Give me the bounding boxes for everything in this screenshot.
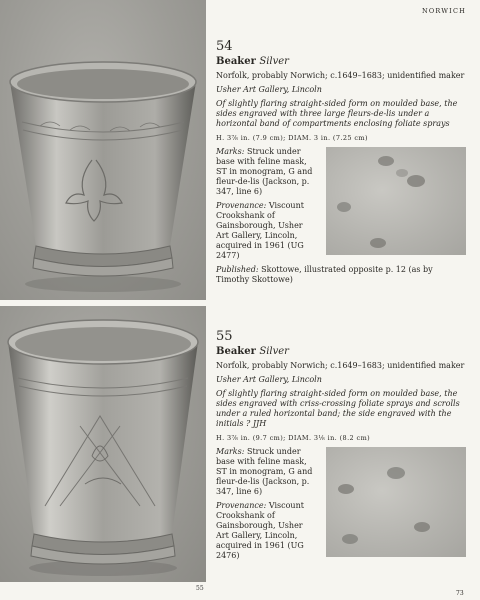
marks-block: [216, 147, 468, 261]
dimensions: H. 3⅞ in. (7.9 cm); DIAM. 3 in. (7.25 cm): [216, 134, 368, 142]
description: Of slightly flaring straight-sided form on moulded base, the sides engraved with three large fleurs-de-lis under a horizontal band of compartments enclosing foliate sprays: [216, 99, 458, 128]
material: Silver: [259, 56, 289, 67]
figure-number-55: 55: [196, 585, 204, 592]
marks-text: [216, 147, 316, 261]
object-type: Beaker: [216, 56, 256, 67]
marks-label: Marks:: [216, 147, 245, 156]
origin: Norfolk, probably Norwich; c.1649–1683; unidentified maker: [216, 71, 465, 80]
description: Of slightly flaring straight-sided form on moulded base, the sides engraved with criss-crossing foliate sprays and scrolls under a ruled horizontal band; the side engraved with the initials ? JJH: [216, 389, 460, 428]
hallmarks-image: [326, 147, 466, 255]
catalogue-entry-54: [216, 40, 468, 289]
beaker-54-image: [0, 0, 206, 300]
marks-photo-55: [326, 447, 466, 557]
provenance-label: Provenance:: [216, 201, 267, 210]
object-type: Beaker: [216, 346, 256, 357]
hallmarks-image: [326, 447, 466, 557]
provenance: Viscount Crookshank of Gainsborough, Usher Art Gallery, Lincoln, acquired in 1961 (UG 2477): [216, 201, 304, 260]
marks: Struck under base with feline mask, ST in monogram, G and fleur-de-lis (Jackson, p. 347, line 6): [216, 147, 313, 196]
collection: Usher Art Gallery, Lincoln: [216, 375, 322, 384]
marks-label: Marks:: [216, 447, 245, 456]
entry-title: [216, 56, 468, 68]
beaker-55-image: [0, 306, 206, 582]
entry-number: 55: [216, 329, 233, 344]
origin: Norfolk, probably Norwich; c.1649–1683; unidentified maker: [216, 361, 465, 370]
collection: Usher Art Gallery, Lincoln: [216, 85, 322, 94]
material: Silver: [259, 346, 289, 357]
provenance: Viscount Crookshank of Gainsborough, Usher Art Gallery, Lincoln, acquired in 1961 (UG 2476): [216, 501, 304, 560]
running-header: NORWICH: [421, 7, 466, 15]
published-label: Published:: [216, 265, 259, 274]
marks-text: [216, 447, 316, 561]
marks: Struck under base with feline mask, ST in monogram, G and fleur-de-lis (Jackson, p. 347, line 6): [216, 447, 313, 496]
provenance-label: Provenance:: [216, 501, 267, 510]
entry-number: 54: [216, 39, 233, 54]
beaker-55-photo: [0, 306, 206, 582]
beaker-54-photo: [0, 0, 206, 300]
marks-photo-54: [326, 147, 466, 255]
page-number: 73: [456, 590, 464, 597]
marks-block: [216, 447, 468, 561]
dimensions: H. 3⅞ in. (9.7 cm); DIAM. 3⅛ in. (8.2 cm): [216, 434, 371, 442]
published: Skottowe, illustrated opposite p. 12 (as by Timothy Skottowe): [216, 265, 433, 284]
entry-title: [216, 346, 468, 358]
catalogue-entry-55: [216, 330, 468, 565]
